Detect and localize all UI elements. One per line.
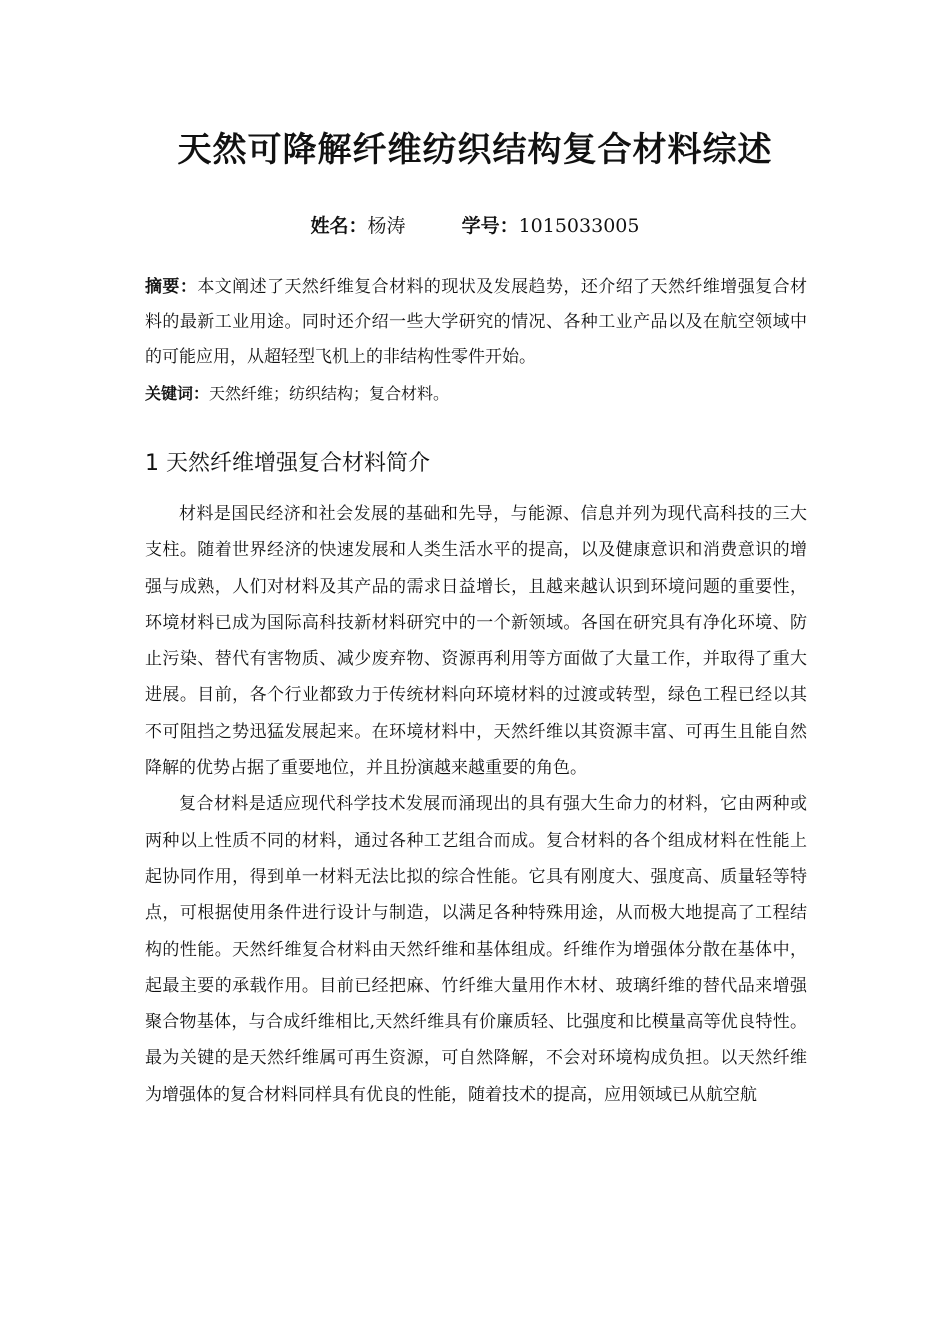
keywords-label: 关键词： <box>145 384 210 403</box>
name-label: 姓名： <box>310 215 368 237</box>
paragraph: 复合材料是适应现代科学技术发展而涌现出的具有强大生命力的材料，它由两种或两种以上性质不同的材料，通过各种工艺组合而成。复合材料的各个组成材料在性能上起协同作用，得到单一材料无法比拟的综合性能。它具有刚度大、强度高、质量轻等特点，可根据使用条件进行设计与制造，以满足各种特殊用途，从而极大地提高了工程结构的性能。天然纤维复合材料由天然纤维和基体组成。纤维作为增强体分散在基体中，起最主要的承载作用。目前已经把麻、竹纤维大量用作木材、玻璃纤维的替代品来增强聚合物基体，与合成纤维相比,天然纤维具有价廉质轻、比强度和比模量高等优良特性。最为关键的是天然纤维属可再生资源，可自然降解，不会对环境构成负担。以天然纤维为增强体的复合材料同样具有优良的性能，随着技术的提高，应用领域已从航空航 <box>145 794 807 1105</box>
abstract <box>145 270 807 375</box>
abstract-text: 本文阐述了天然纤维复合材料的现状及发展趋势，还介绍了天然纤维增强复合材料的最新工业用途。同时还介绍一些大学研究的情况、各种工业产品以及在航空领域中的可能应用，从超轻型飞机上的非结构性零件开始。 <box>145 277 808 367</box>
paragraph: 材料是国民经济和社会发展的基础和先导，与能源、信息并列为现代高科技的三大支柱。随着世界经济的快速发展和人类生活水平的提高，以及健康意识和消费意识的增强与成熟，人们对材料及其产品的需求日益增长，且越来越认识到环境问题的重要性，环境材料已成为国际高科技新材料研究中的一个新领域。各国在研究具有净化环境、防止污染、替代有害物质、减少废弃物、资源再利用等方面做了大量工作，并取得了重大进展。目前，各个行业都致力于传统材料向环境材料的过渡或转型，绿色工程已经以其不可阻挡之势迅猛发展起来。在环境材料中，天然纤维以其资源丰富、可再生且能自然降解的优势占据了重要地位，并且扮演越来越重要的角色。 <box>145 504 807 779</box>
document-title: 天然可降解纤维纺织结构复合材料综述 <box>177 130 773 170</box>
author-line <box>0 210 950 242</box>
student-id-label: 学号： <box>461 215 519 237</box>
abstract-label: 摘要： <box>145 277 198 297</box>
section-heading: 1 天然纤维增强复合材料简介 <box>145 451 430 476</box>
student-id: 1015033005 <box>518 215 640 237</box>
author-name: 杨涛 <box>367 215 406 237</box>
section-body <box>145 496 807 1113</box>
keywords <box>145 378 807 410</box>
keywords-text: 天然纤维；纺织结构；复合材料。 <box>209 384 450 403</box>
